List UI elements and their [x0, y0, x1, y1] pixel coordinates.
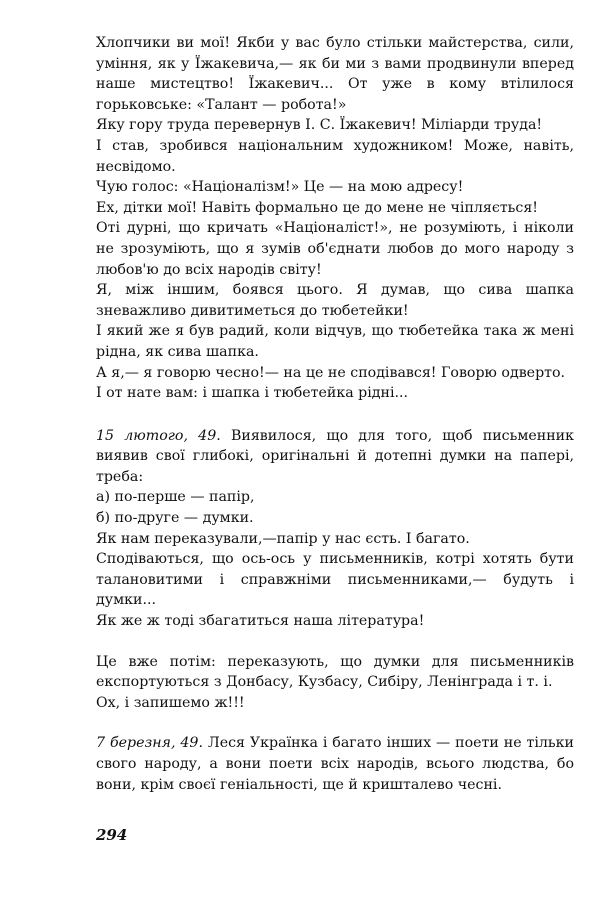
paragraph: Чую голос: «Націоналізм!» Це — на мою адресу!: [96, 179, 464, 196]
section-gap: [96, 632, 574, 652]
entry-date: 7 березня, 49.: [96, 735, 203, 752]
paragraph: І який же я був радий, коли відчув, що тюбетейка така ж мені рідна, як сива шапка.: [96, 323, 574, 360]
section-gap: [96, 713, 574, 733]
paragraph: А я,— я говорю чесно!— на це не сподівався! Говорю одверто.: [96, 364, 566, 381]
entry-date: 15 лютого, 49.: [96, 427, 221, 444]
paragraph: Це вже потім: переказують, що думки для письменників експортуються з Донбасу, Кузбасу, Сибіру, Ленінграда і т. і.: [96, 653, 574, 691]
paragraph: І от нате вам: і шапка і тюбетейка рідні...: [96, 385, 409, 402]
diary-entry-feb: [96, 426, 574, 488]
paragraph: Хлопчики ви мої! Якби у вас було стільки майстерства, сили, уміння, як у Їжакевича,— як би ми з вами продвинули вперед наше мистецтво! Їжакевич... От уже в кому втілилося горьковське: «Талант — робота!»: [96, 35, 574, 113]
list-item: б) по-друге — думки.: [96, 510, 254, 527]
section-gap: [96, 404, 574, 426]
paragraph: Я, між іншим, боявся цього. Я думав, що сива шапка зневажливо дивитиметься до тюбетейки!: [96, 282, 574, 319]
paragraph: Сподіваються, що ось-ось у письменників, котрі хотять бути талановитими і справжніми письменниками,— будуть і думки...: [96, 551, 574, 609]
paragraph: Як нам переказували,—папір у нас єсть. І багато.: [96, 530, 470, 547]
paragraph: Яку гору труда перевернув І. С. Їжакевич! Міліарди труда!: [96, 117, 543, 134]
paragraph: Ох, і запишемо ж!!!: [96, 694, 245, 711]
entry-text: Виявилося, що для того, щоб письменник виявив свої глибокі, оригінальні й дотепні думки на папері, треба:: [96, 427, 574, 485]
entry-text: Леся Українка і багато інших — поети не тільки свого народу, а вони поети всіх народів, всього людства, бо вони, крім своєї геніальності, ще й кришталево чесні.: [96, 735, 574, 793]
page-number: 294: [96, 826, 128, 844]
diary-entry-mar: [96, 733, 574, 795]
paragraph: Ех, дітки мої! Навіть формально це до мене не чіпляється!: [96, 199, 538, 216]
paragraph: Як же ж тоді збагатиться наша література!: [96, 613, 425, 630]
paragraph: І став, зробився національним художником! Може, навіть, несвідомо.: [96, 137, 574, 175]
list-item: а) по-перше — папір,: [96, 489, 255, 506]
paragraph: Оті дурні, що кричать «Націоналіст!», не розуміють, і ніколи не зрозуміють, що я зумів об'єднати любов до мого народу з любов'ю до всіх народів світу!: [96, 220, 574, 278]
